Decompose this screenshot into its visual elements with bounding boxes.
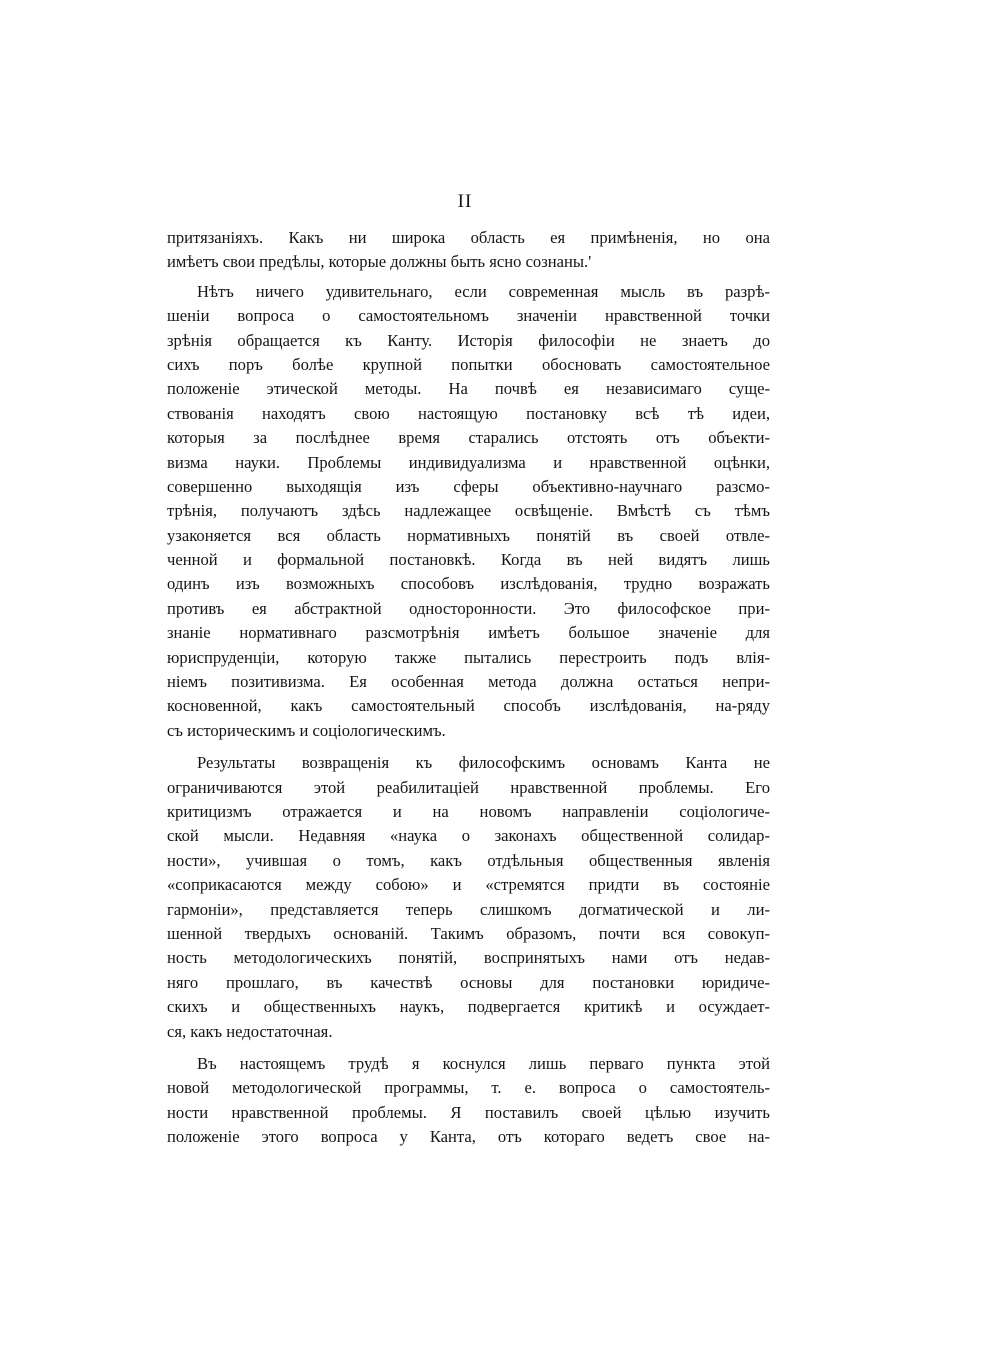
text-line: ской мысли. Недавняя «наука о законахъ общественной солидар- — [167, 826, 770, 846]
text-line: скихъ и общественныхъ наукъ, подвергается критикѣ и осуждает- — [167, 997, 770, 1017]
text-line: ограничиваются этой реабилитаціей нравственной проблемы. Его — [167, 777, 770, 797]
text-line: ность методологическихъ понятій, воспринятыхъ нами отъ недав- — [167, 948, 770, 968]
text-line: сихъ поръ болѣе крупной попытки обосновать самостоятельное — [167, 354, 770, 374]
text-line: положеніе этической методы. На почвѣ ея независимаго суще- — [167, 379, 770, 399]
text-line: притязаніяхъ. Какъ ни широка область ея примѣненія, но она — [167, 228, 770, 247]
body-text — [167, 226, 770, 1149]
text-line: положеніе этого вопроса у Канта, отъ котораго ведетъ свое на- — [167, 1127, 770, 1147]
text-line: юриспруденціи, которую также пытались перестроить подъ влія- — [167, 647, 770, 667]
text-line: «соприкасаются между собою» и «стремятся придти въ состояніе — [167, 875, 770, 895]
text-line: Результаты возвращенія къ философскимъ основамъ Канта не — [197, 753, 770, 773]
text-line: визма науки. Проблемы индивидуализма и нравственной оцѣнки, — [167, 452, 770, 472]
text-line: критицизмъ отражается и на новомъ направленіи соціологиче- — [167, 801, 770, 821]
text-line: съ историческимъ и соціологическимъ. — [167, 720, 446, 740]
text-line: ніемъ позитивизма. Ея особенная метода должна остаться непри- — [167, 672, 770, 692]
text-line: ченной и формальной постановкѣ. Когда въ ней видятъ лишь — [167, 550, 770, 570]
text-line: ности», учившая о томъ, какъ отдѣльныя общественныя явленія — [167, 850, 770, 870]
text-line: знаніе нормативнаго разсмотрѣнія имѣетъ большое значеніе для — [167, 623, 770, 643]
text-line: которыя за послѣднее время старались отстоять отъ объекти- — [167, 428, 770, 448]
paragraph — [167, 1052, 770, 1150]
text-line: трѣнія, получаютъ здѣсь надлежащее освѣщеніе. Вмѣстѣ съ тѣмъ — [167, 501, 770, 521]
text-line: узаконяется вся область нормативныхъ понятій въ своей отвле- — [167, 525, 770, 545]
text-line: совершенно выходящія изъ сферы объективно-научнаго разсмо- — [167, 476, 770, 496]
paragraph — [167, 226, 770, 275]
text-line: гармоніи», представляется теперь слишкомъ догматической и ли- — [167, 899, 770, 919]
paragraph — [167, 751, 770, 1044]
text-line: ствованія находятъ свою настоящую постановку всѣ тѣ идеи, — [167, 403, 770, 423]
text-line: шеніи вопроса о самостоятельномъ значеніи нравственной точки — [167, 306, 770, 326]
paragraph — [167, 280, 770, 743]
text-line: Нѣтъ ничего удивительнаго, если современная мысль въ разрѣ- — [197, 281, 770, 301]
text-line: няго прошлаго, въ качествѣ основы для постановки юридиче- — [167, 972, 770, 992]
text-line: шенной твердыхъ основаній. Такимъ образомъ, почти вся совокуп- — [167, 923, 770, 943]
text-line: новой методологической программы, т. е. вопроса о самостоятель- — [167, 1078, 770, 1098]
text-line: одинъ изъ возможныхъ способовъ изслѣдованія, трудно возражать — [167, 574, 770, 594]
text-line: ности нравственной проблемы. Я поставилъ своей цѣлью изучить — [167, 1102, 770, 1122]
page-number: II — [457, 191, 473, 212]
text-line: ся, какъ недостаточная. — [167, 1021, 333, 1041]
text-line: косновенной, какъ самостоятельный способъ изслѣдованія, на-ряду — [167, 696, 770, 716]
text-line: имѣетъ свои предѣлы, которые должны быть ясно сознаны.' — [167, 252, 592, 272]
text-line: противъ ея абстрактной односторонности. Это философское при- — [167, 598, 770, 618]
text-line: Въ настоящемъ трудѣ я коснулся лишь перваго пункта этой — [197, 1053, 770, 1073]
text-line: зрѣнія обращается къ Канту. Исторія философіи не знаетъ до — [167, 330, 770, 350]
